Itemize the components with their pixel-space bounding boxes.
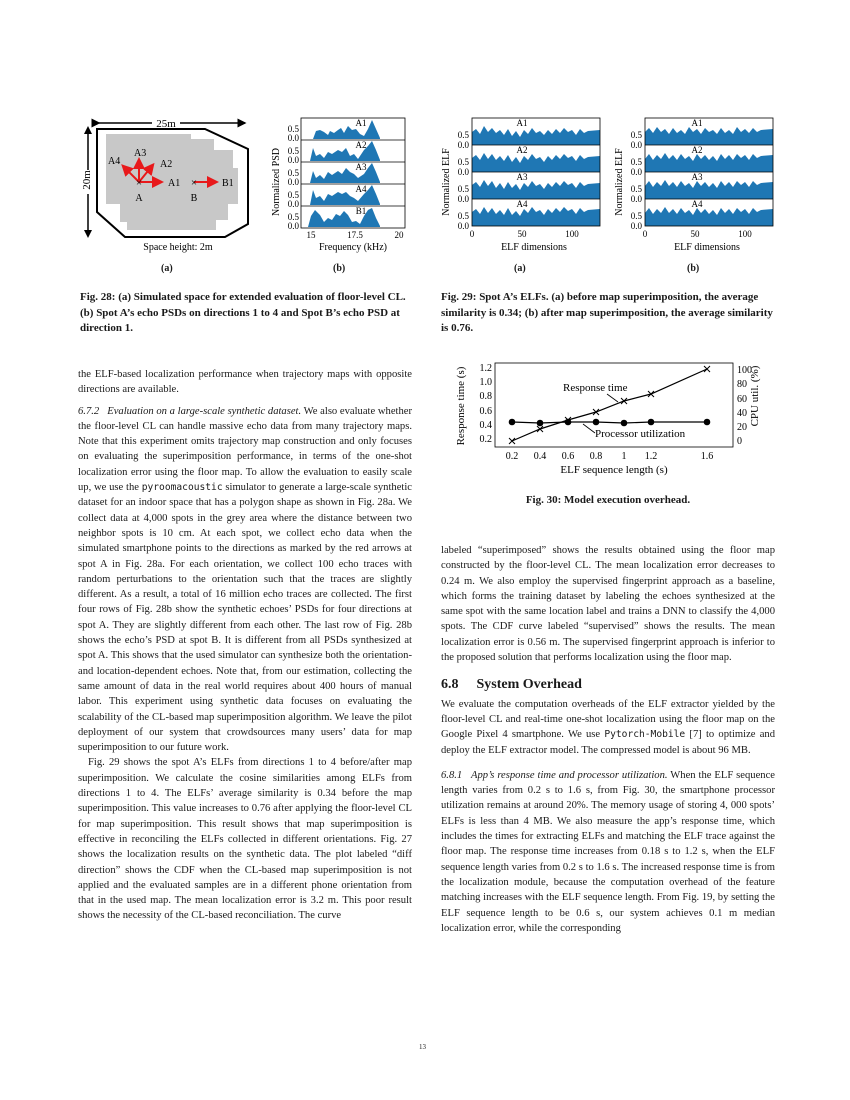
svg-text:A1: A1 [516, 118, 528, 128]
svg-text:100: 100 [738, 229, 752, 239]
svg-text:0.5: 0.5 [287, 212, 299, 222]
svg-text:A3: A3 [516, 172, 528, 182]
svg-text:A2: A2 [516, 145, 528, 155]
svg-text:0.0: 0.0 [630, 221, 642, 231]
svg-text:0: 0 [469, 229, 475, 239]
svg-text:B1: B1 [355, 206, 367, 216]
svg-text:0.5: 0.5 [287, 168, 299, 178]
svg-text:0.6: 0.6 [561, 451, 575, 462]
svg-text:60: 60 [737, 394, 747, 405]
svg-text:0.8: 0.8 [479, 391, 492, 402]
svg-text:0.5: 0.5 [287, 190, 299, 200]
subsection-number: 6.8.1 [441, 769, 463, 781]
paragraph-text: When the ELF sequence length varies from 0.2 s to 1.6 s, from Fig. 30, the smartphone processor utilization remains at around 20%. The memory usage of storing 4, 000 spots’ ELFs is less than 4 MB. We also measure the app’s response time, which includes the times for extracting ELFs and matching the ELF trace against the floor map. The response time increases from 0.18 s to 1.2 s, when the ELF sequence length varies from 0.2 s to 1.6 s. The increased response time is from the localization module, because the computation overhead of the feature matching increases with the ELF sequence length. From Fig. 19, by setting the ELF sequence length to be 0.6 s, our system achieves 0.1 m median localization error, while the corresponding [441, 769, 775, 934]
svg-text:Normalized PSD: Normalized PSD [271, 147, 282, 217]
fig30-caption: Fig. 30: Model execution overhead. [525, 494, 691, 506]
subsection-title: App’s response time and processor utilization. [471, 769, 668, 781]
fig30-overhead-chart [450, 358, 780, 478]
subsection-672 [78, 404, 412, 756]
svg-text:0.0: 0.0 [287, 155, 299, 165]
svg-text:ELF dimensions: ELF dimensions [501, 242, 567, 253]
paragraph-text: simulator to generate a large-scale synthetic dataset for an indoor space that has a polygon shape as shown in Fig. 28a. We collect data at 4,000 spots in the grey area where the distance between two neighbor spots is 10 cm. At each spot, we collect echo data when the simulated smartphone points to the directions as marked by the red arrows at spot A in Fig. 28a. For each orientation, we collect 100 echo traces with random perturbations to the orientation such that the traces are slightly different. As a result, a total of 16 million echo traces are collected. The first four rows of Fig. 28b show the synthetic echoes’ PSDs for four directions at spot A. They are slightly different from each other. The last row of Fig. 28b shows the echo’s PSD at spot B. It is different from all PSDs synthesized at spot A. This shows that the used simulator can synthesize both the orientation- and location-dependent echoes. Note that, from our estimation, collecting the same amount of data in the real world requires about 400 hours of manual labor. This experiment using synthetic data focuses on evaluating the scalability of the CL-based map superimposition algorithm. We leave the pilot deployment of our system that crowdsources many users’ data for map superimposition to our future work. [78, 482, 412, 754]
svg-text:B1: B1 [222, 178, 234, 189]
svg-text:0.5: 0.5 [630, 130, 642, 140]
paragraph-text: We also evaluate whether the floor-level CL can handle massive echo data from many trajectory maps. Note that this experiment omits trajectory map construction and only focuses on evaluating the superimposition performance, in terms of the one-shot localization error using the floor map. To allow the evaluation to easily scale up, we use the [78, 405, 412, 494]
svg-text:0.0: 0.0 [457, 140, 469, 150]
svg-text:Response time: Response time [563, 382, 628, 394]
fig29b-elf-chart [611, 112, 781, 257]
svg-text:0.8: 0.8 [589, 451, 603, 462]
svg-text:0.5: 0.5 [457, 184, 469, 194]
svg-text:A3: A3 [134, 148, 147, 159]
svg-text:0.0: 0.0 [287, 133, 299, 143]
svg-text:Normalized ELF: Normalized ELF [441, 148, 452, 216]
svg-text:A4: A4 [691, 199, 703, 209]
svg-text:0.0: 0.0 [457, 221, 469, 231]
fig29a-sublabel: (a) [514, 263, 526, 274]
svg-text:A1: A1 [168, 178, 181, 189]
svg-text:20m: 20m [81, 170, 93, 190]
svg-text:50: 50 [690, 229, 700, 239]
left-column [78, 367, 412, 924]
right-column [441, 543, 775, 936]
svg-text:0.5: 0.5 [287, 146, 299, 156]
svg-text:0.0: 0.0 [287, 199, 299, 209]
svg-text:0.0: 0.0 [630, 194, 642, 204]
svg-text:0.5: 0.5 [457, 130, 469, 140]
svg-text:A1: A1 [691, 118, 703, 128]
code-pyroomacoustic: pyroomacoustic [141, 482, 223, 494]
svg-text:0.0: 0.0 [457, 167, 469, 177]
paragraph [441, 697, 775, 758]
svg-text:40: 40 [737, 408, 747, 419]
svg-text:0: 0 [737, 436, 742, 447]
svg-text:0.0: 0.0 [287, 177, 299, 187]
svg-text:0.2: 0.2 [479, 434, 492, 445]
svg-text:A3: A3 [691, 172, 703, 182]
svg-text:0.5: 0.5 [457, 211, 469, 221]
svg-text:1.6: 1.6 [700, 451, 714, 462]
svg-text:1.2: 1.2 [479, 363, 492, 374]
svg-text:A4: A4 [108, 156, 121, 167]
svg-text:0.4: 0.4 [479, 420, 492, 431]
fig29-caption: Fig. 29: Spot A’s ELFs. (a) before map superimposition, the average similarity is 0.34; (b) after map superimposition, the average similarity is 0.76. [441, 291, 773, 334]
svg-text:1: 1 [621, 451, 627, 462]
svg-text:ELF dimensions: ELF dimensions [674, 242, 740, 253]
svg-text:Frequency (kHz): Frequency (kHz) [318, 242, 388, 253]
svg-text:A2: A2 [691, 145, 703, 155]
svg-text:A1: A1 [355, 118, 367, 128]
svg-text:17.5: 17.5 [347, 230, 363, 240]
svg-text:0.0: 0.0 [630, 140, 642, 150]
svg-text:A: A [135, 193, 143, 204]
svg-text:A4: A4 [516, 199, 528, 209]
svg-text:Normalized ELF: Normalized ELF [614, 148, 625, 216]
svg-text:50: 50 [517, 229, 527, 239]
svg-text:20: 20 [394, 230, 404, 240]
subsection-title: Evaluation on a large-scale synthetic dataset. [107, 405, 302, 417]
fig29a-elf-chart [438, 112, 608, 257]
subsection-number: 6.7.2 [78, 405, 100, 417]
svg-text:20: 20 [737, 422, 747, 433]
svg-text:Processor utilization: Processor utilization [595, 428, 686, 440]
svg-text:80: 80 [737, 379, 747, 390]
svg-text:0.5: 0.5 [630, 184, 642, 194]
fig28-caption: Fig. 28: (a) Simulated space for extended evaluation of floor-level CL. (b) Spot A’s echo PSDs on directions 1 to 4 and Spot B’s echo PSD at direction 1. [80, 291, 406, 334]
page-number: 13 [419, 1043, 426, 1051]
svg-text:0.5: 0.5 [287, 124, 299, 134]
fig28b-sublabel: (b) [333, 263, 346, 274]
svg-text:×: × [135, 177, 143, 189]
svg-text:100: 100 [737, 365, 752, 376]
paragraph: labeled “superimposed” shows the results obtained using the floor map constructed by the floor-level CL. The mean localization error decreases to 0.24 m. We also employ the supervised fingerprint approach as a baseline, which forms the training dataset by labeling the echoes synthesized at the same spot with the same location label and trains a DNN to classify the 4,000 spots. The CDF curve labeled “supervised” shows the results. The mean localization error is 0.56 m. The supervised fingerprint approach is inferior to the proposed solution that performs localization using the floor map. [441, 545, 775, 664]
paragraph: the ELF-based localization performance when trajectory maps with opposite directions are available. [78, 369, 412, 396]
svg-text:15: 15 [306, 230, 316, 240]
svg-text:Space height: 2m: Space height: 2m [143, 242, 213, 253]
svg-text:0.0: 0.0 [457, 194, 469, 204]
svg-text:0.6: 0.6 [479, 406, 492, 417]
subsection-681 [441, 768, 775, 936]
code-pytorch-mobile: Pytorch-Mobile [604, 729, 686, 741]
svg-text:A3: A3 [355, 162, 367, 172]
section-title: System Overhead [476, 677, 582, 693]
svg-text:Response time (s): Response time (s) [455, 366, 467, 446]
fig28a-floor-map [80, 112, 260, 262]
svg-text:0.0: 0.0 [287, 221, 299, 231]
paragraph-text: We evaluate the computation overheads of the ELF extractor yielded by the floor-level CL and real-time one-shot localization using the floor map on the Google Pixel 4 smartphone. We use [441, 698, 775, 741]
svg-text:1.2: 1.2 [644, 451, 658, 462]
svg-text:CPU util. (%): CPU util. (%) [749, 365, 761, 427]
svg-text:A2: A2 [160, 159, 173, 170]
fig29b-sublabel: (b) [687, 263, 700, 274]
svg-text:A4: A4 [355, 184, 367, 194]
svg-text:1.0: 1.0 [479, 377, 492, 388]
fig28a-sublabel: (a) [161, 263, 173, 274]
svg-text:0.5: 0.5 [457, 157, 469, 167]
svg-text:×: × [190, 177, 198, 189]
svg-text:0.4: 0.4 [533, 451, 547, 462]
paragraph-text: [7] to optimize and deploy the ELF extractor model. The compressed model is about 96 MB. [441, 729, 775, 756]
svg-text:A2: A2 [355, 140, 367, 150]
svg-text:0: 0 [642, 229, 648, 239]
svg-text:0.5: 0.5 [630, 211, 642, 221]
fig28b-psd-chart [268, 112, 418, 257]
svg-text:B: B [190, 193, 198, 204]
svg-text:25m: 25m [156, 118, 176, 130]
svg-text:100: 100 [565, 229, 579, 239]
section-number: 6.8 [441, 677, 459, 693]
svg-text:0.5: 0.5 [630, 157, 642, 167]
paragraph: Fig. 29 shows the spot A’s ELFs from directions 1 to 4 before/after map superimposition. We calculate the cosine similarities among ELFs from directions 1 to 4. The ELFs’ average similarity is 0.34 before the map superimposition. This value increases to 0.76 after applying the floor-level CL for map superimposition. This result shows that map superimposition is effective in reconciling the ELFs collected in different orientations. Fig. 27 shows the localization results on the synthetic data. The plot labeled “diff direction” shows the CDF when the CL-based map superimposition is not applied and the evaluated samples are in a different phone orientation from that in the used map. The mean localization error is 3.2 m. This poor result shows the necessity of the CL-based reconciliation. The curve [78, 757, 412, 922]
svg-text:ELF sequence length (s): ELF sequence length (s) [560, 464, 668, 476]
section-heading-6-8 [441, 677, 775, 692]
svg-text:0.2: 0.2 [505, 451, 519, 462]
svg-text:0.0: 0.0 [630, 167, 642, 177]
